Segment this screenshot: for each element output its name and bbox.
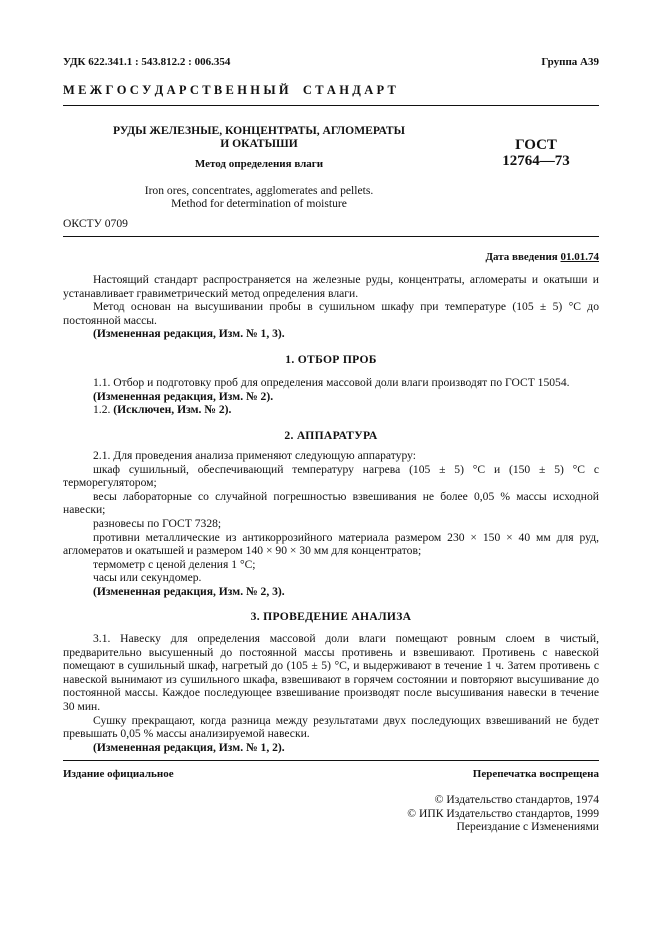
apparatus-item: часы или секундомер. [93, 571, 202, 585]
section-2-body [63, 449, 599, 599]
group-code: Группа А39 [541, 56, 599, 68]
apparatus-item: весы лабораторные со случайной погрешностью взвешивания не более 0,05 % массы исходной навески; [63, 489, 599, 517]
section-3-paragraph-2: Сушку прекращают, когда разница между результатами двух последующих взвешиваний не будет превышать 0,05 % массы анализируемой навески. [63, 713, 599, 741]
copyright-line-1: © Издательство стандартов, 1974 [434, 793, 599, 806]
section-2-amendment-note: (Измененная редакция, Изм. № 2, 3). [93, 584, 285, 598]
gost-label: ГОСТ [515, 137, 557, 153]
section-3-paragraph-1: 3.1. Навеску для определения массовой доли влаги помещают ровным слоем в чистый, предварительно высушенный до постоянной массы противень и взвешивают. Противень с навеской помещают в сушильный шкаф, нагретый до (105 ± 5) °С, и выдерживают в течение 1 ч. Затем противень с навеской вынимают из сушильного шкафа, взвешивают в горячем состоянии и повторяют высушивание до постоянной массы. Каждое последующее взвешивание производят после высушивания навески в течение 30 мин. [63, 632, 599, 713]
section-3-amendment-note: (Измененная редакция, Изм. № 1, 2). [93, 740, 285, 754]
intro-date-value: 01.01.74 [560, 251, 599, 263]
apparatus-item: противни металлические из антикоррозийного материала размером 230 × 150 × 40 мм для руд, агломератов и окатышей и размером 140 × 90 × 30 мм для концентратов; [63, 530, 599, 558]
intro-paragraph-2: Метод основан на высушивании пробы в сушильном шкафу при температуре (105 ± 5) °С до постоянной массы. [63, 300, 599, 327]
reprint-prohibited: Перепечатка воспрещена [472, 768, 599, 780]
english-title-line-1: Iron ores, concentrates, agglomerates and pellets. [144, 184, 374, 197]
section-1-2-text: (Исключен, Изм. № 2). [113, 403, 232, 417]
section-1-paragraph-1: 1.1. Отбор и подготовку проб для определения массовой доли влаги производят по ГОСТ 15054. [93, 376, 570, 389]
copyright-line-2: © ИПК Издательство стандартов, 1999 [407, 806, 599, 820]
title-line-1: РУДЫ ЖЕЛЕЗНЫЕ, КОНЦЕНТРАТЫ, АГЛОМЕРАТЫ [113, 124, 405, 137]
copyright-block [407, 793, 599, 834]
section-3-heading: 3. ПРОВЕДЕНИЕ АНАЛИЗА [250, 610, 412, 623]
official-edition: Издание официальное [63, 768, 174, 780]
udk-code: УДК 622.341.1 : 543.812.2 : 006.354 [63, 56, 231, 68]
apparatus-item: разновесы по ГОСТ 7328; [93, 516, 222, 530]
english-title-line-2: Method for determination of moisture [171, 197, 347, 210]
apparatus-item: шкаф сушильный, обеспечивающий температуру нагрева (105 ± 5) °С и (150 ± 5) °С с терморегулятором; [63, 462, 599, 490]
title-rule [63, 236, 599, 237]
section-2-heading: 2. АППАРАТУРА [284, 429, 378, 442]
section-1-heading: 1. ОТБОР ПРОБ [285, 353, 377, 366]
title-line-2: И ОКАТЫШИ [220, 137, 298, 150]
oksu-code: ОКСТУ 0709 [63, 217, 128, 230]
section-1-2-number: 1.2. [93, 403, 111, 417]
section-1-amendment-note: (Измененная редакция, Изм. № 2). [93, 389, 274, 403]
section-1-body [63, 376, 599, 417]
intro-date-label: Дата введения [485, 251, 558, 263]
intro-date [485, 251, 599, 264]
reissue-note: Переиздание с Изменениями [456, 820, 599, 834]
apparatus-item: термометр с ценой деления 1 °С; [93, 557, 256, 571]
section-1-paragraph-2 [63, 403, 599, 417]
intro-section [63, 273, 599, 341]
section-3-body [63, 632, 599, 754]
section-2-paragraph-1: 2.1. Для проведения анализа применяют следующую аппаратуру: [93, 449, 416, 462]
footer-rule [63, 760, 599, 761]
gost-number: 12764—73 [502, 153, 570, 169]
standard-banner: М Е Ж Г О С У Д А Р С Т В Е Н Н Ы Й С Т А Н Д А Р Т [63, 83, 397, 97]
intro-amendment-note: (Измененная редакция, Изм. № 1, 3). [93, 327, 285, 341]
subtitle: Метод определения влаги [194, 158, 324, 170]
header-rule [63, 105, 599, 106]
intro-paragraph-1: Настоящий стандарт распространяется на железные руды, концентраты, агломераты и окатыши и устанавливает гравиметрический метод определения влаги. [63, 273, 599, 300]
